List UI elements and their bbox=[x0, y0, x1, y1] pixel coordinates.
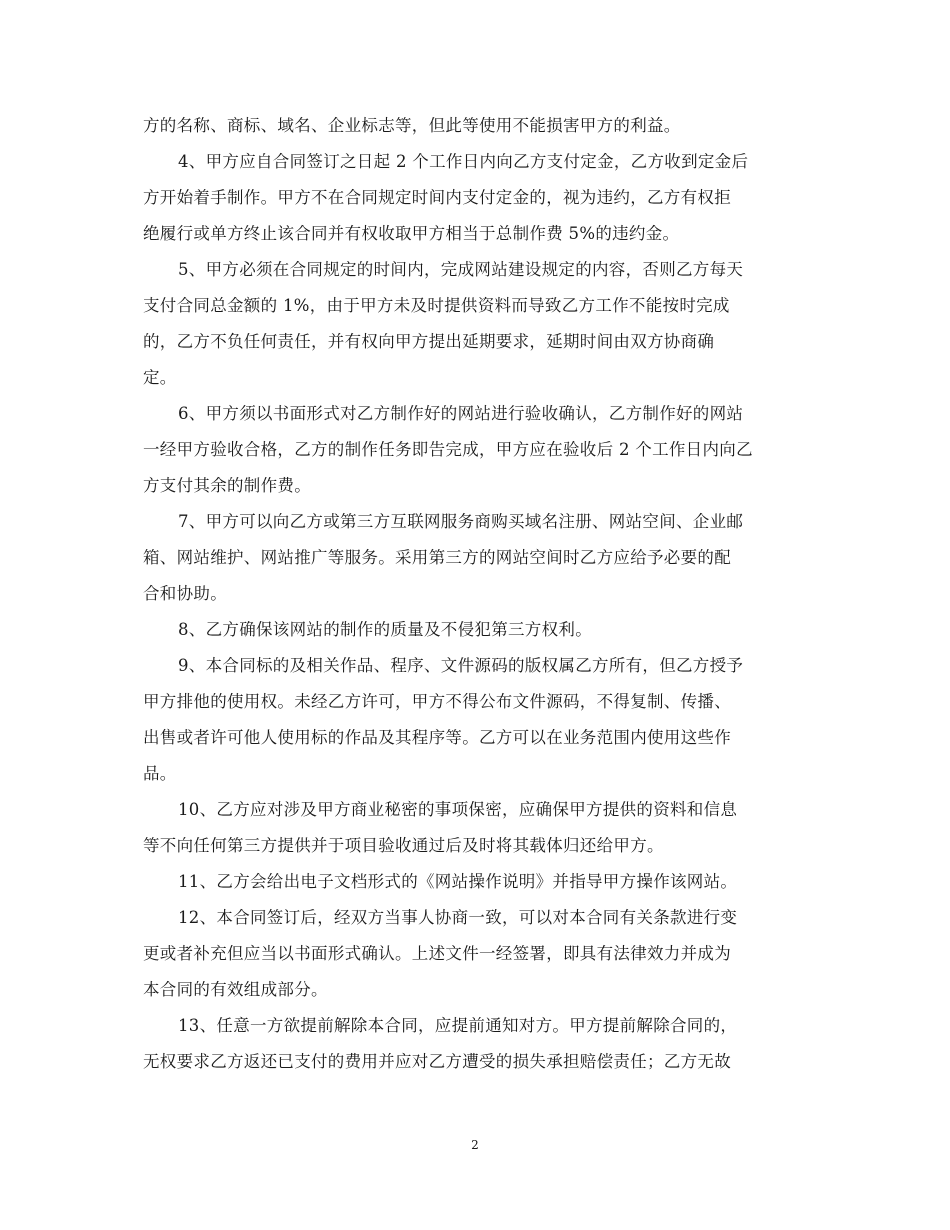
text-line: 等不向任何第三方提供并于项目验收通过后及时将其载体归还给甲方。 bbox=[143, 836, 664, 855]
clause-13-line: 13、任意一方欲提前解除本合同，应提前通知对方。甲方提前解除合同的， bbox=[178, 1016, 738, 1035]
clause-6-line: 6、甲方须以书面形式对乙方制作好的网站进行验收确认，乙方制作好的网站 bbox=[178, 404, 744, 423]
text-line: 定。 bbox=[143, 368, 177, 387]
clause-7-line: 7、甲方可以向乙方或第三方互联网服务商购买域名注册、网站空间、企业邮 bbox=[178, 512, 744, 531]
text-line: 甲方排他的使用权。未经乙方许可，甲方不得公布文件源码，不得复制、传播、 bbox=[143, 692, 731, 711]
text-line: 品。 bbox=[143, 764, 177, 783]
text-line: 的，乙方不负任何责任，并有权向甲方提出延期要求，延期时间由双方协商确 bbox=[143, 332, 715, 351]
text-line: 一经甲方验收合格，乙方的制作任务即告完成，甲方应在验收后 2 个工作日内向乙 bbox=[143, 440, 753, 459]
text-line: 合和协助。 bbox=[143, 584, 227, 603]
text-line: 支付合同总金额的 1%，由于甲方未及时提供资料而导致乙方工作不能按时完成 bbox=[143, 296, 730, 315]
text-line: 出售或者许可他人使用标的作品及其程序等。乙方可以在业务范围内使用这些作 bbox=[143, 728, 731, 747]
text-line: 方支付其余的制作费。 bbox=[143, 476, 311, 495]
clause-4-line: 4、甲方应自合同签订之日起 2 个工作日内向乙方支付定金，乙方收到定金后 bbox=[178, 152, 749, 171]
clause-5-line: 5、甲方必须在合同规定的时间内，完成网站建设规定的内容，否则乙方每天 bbox=[178, 260, 744, 279]
clause-10-line: 10、乙方应对涉及甲方商业秘密的事项保密，应确保甲方提供的资料和信息 bbox=[178, 800, 738, 819]
document-body bbox=[143, 108, 807, 1080]
clause-9-line: 9、本合同标的及相关作品、程序、文件源码的版权属乙方所有，但乙方授予 bbox=[178, 656, 744, 675]
text-line: 方开始着手制作。甲方不在合同规定时间内支付定金的，视为违约，乙方有权拒 bbox=[143, 188, 731, 207]
text-line: 本合同的有效组成部分。 bbox=[143, 980, 328, 999]
text-line: 方的名称、商标、域名、企业标志等，但此等使用不能损害甲方的利益。 bbox=[143, 116, 681, 135]
text-line: 无权要求乙方返还已支付的费用并应对乙方遭受的损失承担赔偿责任；乙方无故 bbox=[143, 1052, 731, 1071]
text-line: 更或者补充但应当以书面形式确认。上述文件一经签署，即具有法律效力并成为 bbox=[143, 944, 731, 963]
text-line: 绝履行或单方终止该合同并有权收取甲方相当于总制作费 5%的违约金。 bbox=[143, 224, 680, 243]
clause-8-line: 8、乙方确保该网站的制作的质量及不侵犯第三方权利。 bbox=[178, 620, 592, 639]
text-line: 箱、网站维护、网站推广等服务。采用第三方的网站空间时乙方应给予必要的配 bbox=[143, 548, 731, 567]
clause-11-line: 11、乙方会给出电子文档形式的《网站操作说明》并指导甲方操作该网站。 bbox=[178, 872, 738, 891]
clause-12-line: 12、本合同签订后，经双方当事人协商一致，可以对本合同有关条款进行变 bbox=[178, 908, 738, 927]
page-number: 2 bbox=[471, 1138, 479, 1152]
